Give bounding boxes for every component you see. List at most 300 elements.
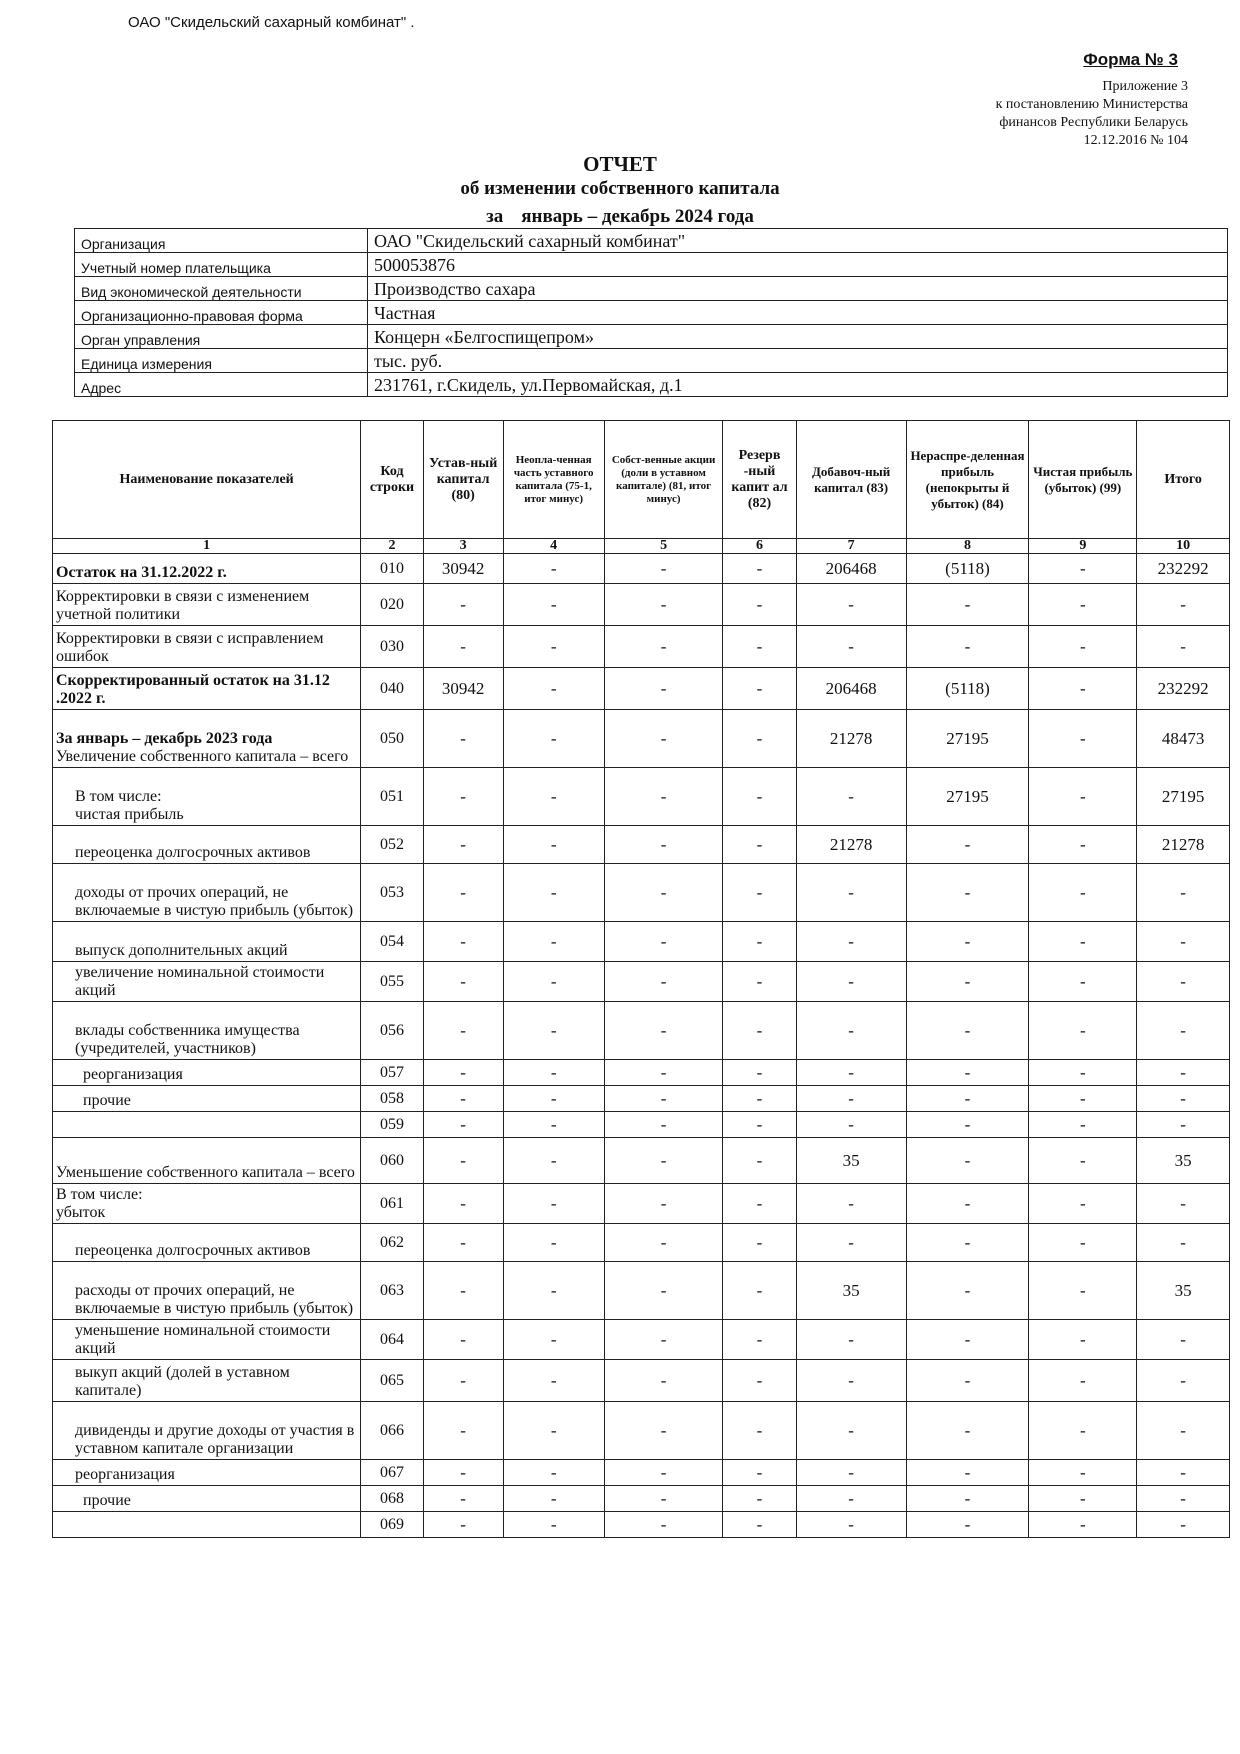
- cell-value: -: [423, 1002, 503, 1060]
- row-label: Увеличение собственного капитала – всего: [56, 748, 349, 765]
- capital-changes-table: [52, 420, 1230, 1538]
- cell-value: -: [796, 584, 906, 626]
- cell-value: -: [604, 1512, 723, 1538]
- header-row: [53, 421, 1230, 539]
- cell-value: 206468: [796, 668, 906, 710]
- period-value: январь – декабрь 2024 года: [521, 206, 754, 227]
- cell-value: -: [423, 864, 503, 922]
- col-header-charter: Устав-ный капитал (80): [423, 421, 503, 539]
- info-row: [75, 301, 1228, 325]
- row-code: 059: [361, 1112, 424, 1138]
- cell-value: -: [796, 1184, 906, 1224]
- table-row: [53, 1138, 1230, 1184]
- cell-value: -: [423, 1224, 503, 1262]
- cell-value: -: [604, 710, 723, 768]
- cell-value: -: [723, 1262, 796, 1320]
- cell-value: -: [604, 554, 723, 584]
- cell-value: -: [723, 1002, 796, 1060]
- row-code: 053: [361, 864, 424, 922]
- table-row: [53, 1112, 1230, 1138]
- table-row: [53, 1060, 1230, 1086]
- table-row: [53, 1224, 1230, 1262]
- cell-value: 232292: [1137, 668, 1230, 710]
- cell-value: -: [1137, 1112, 1230, 1138]
- table-row: [53, 922, 1230, 962]
- cell-value: -: [1029, 554, 1137, 584]
- cell-value: -: [1029, 1360, 1137, 1402]
- row-name: [53, 584, 361, 626]
- cell-value: -: [906, 1060, 1029, 1086]
- cell-value: -: [723, 1320, 796, 1360]
- cell-value: 30942: [423, 554, 503, 584]
- appendix-line: к постановлению Министерства: [995, 97, 1188, 112]
- cell-value: -: [723, 1486, 796, 1512]
- cell-value: -: [423, 922, 503, 962]
- cell-value: -: [1029, 1138, 1137, 1184]
- row-code: 067: [361, 1460, 424, 1486]
- cell-value: -: [423, 1460, 503, 1486]
- cell-value: -: [1029, 584, 1137, 626]
- cell-value: -: [796, 626, 906, 668]
- cell-value: -: [1137, 1460, 1230, 1486]
- cell-value: -: [1029, 668, 1137, 710]
- row-name: [53, 768, 361, 826]
- cell-value: -: [723, 1512, 796, 1538]
- table-row: [53, 1460, 1230, 1486]
- period-heading: За январь – декабрь 2023 года: [56, 730, 273, 747]
- cell-value: -: [723, 1112, 796, 1138]
- cell-value: -: [796, 1086, 906, 1112]
- info-label: Единица измерения: [75, 349, 368, 373]
- cell-value: -: [796, 1486, 906, 1512]
- cell-value: -: [723, 864, 796, 922]
- row-label: вклады собственника имущества (учредителей, участников): [75, 1022, 300, 1057]
- cell-value: -: [1029, 826, 1137, 864]
- cell-value: 232292: [1137, 554, 1230, 584]
- cell-value: -: [723, 668, 796, 710]
- info-value: 231761, г.Скидель, ул.Первомайская, д.1: [368, 373, 1228, 397]
- row-code: 057: [361, 1060, 424, 1086]
- cell-value: -: [906, 962, 1029, 1002]
- appendix-line: Приложение 3: [1102, 79, 1188, 94]
- cell-value: -: [723, 584, 796, 626]
- cell-value: -: [503, 1060, 604, 1086]
- cell-value: -: [423, 1086, 503, 1112]
- info-row: [75, 253, 1228, 277]
- cell-value: -: [723, 1184, 796, 1224]
- cell-value: -: [503, 1086, 604, 1112]
- cell-value: -: [503, 1184, 604, 1224]
- cell-value: -: [1137, 1360, 1230, 1402]
- row-label: расходы от прочих операций, не включаемые в чистую прибыль (убыток): [75, 1282, 354, 1317]
- cell-value: -: [723, 1360, 796, 1402]
- cell-value: -: [1137, 1184, 1230, 1224]
- cell-value: -: [796, 768, 906, 826]
- cell-value: 27195: [906, 710, 1029, 768]
- cell-value: -: [423, 626, 503, 668]
- row-label: прочие: [83, 1092, 131, 1109]
- cell-value: -: [1029, 922, 1137, 962]
- col-number: 8: [906, 539, 1029, 554]
- appendix-note: [996, 78, 1188, 150]
- row-label: реорганизация: [83, 1066, 183, 1083]
- cell-value: -: [796, 1320, 906, 1360]
- table-row: [53, 1184, 1230, 1224]
- cell-value: -: [1029, 1184, 1137, 1224]
- cell-value: -: [1137, 1060, 1230, 1086]
- cell-value: -: [796, 1224, 906, 1262]
- row-label: прочие: [83, 1492, 131, 1509]
- cell-value: -: [503, 1112, 604, 1138]
- row-code: 060: [361, 1138, 424, 1184]
- info-value: Производство сахара: [368, 277, 1228, 301]
- row-label: доходы от прочих операций, не включаемые в чистую прибыль (убыток): [75, 884, 354, 919]
- col-header-total: Итого: [1137, 421, 1230, 539]
- cell-value: -: [796, 1112, 906, 1138]
- row-code: 040: [361, 668, 424, 710]
- row-name: [53, 1112, 361, 1138]
- cell-value: -: [723, 922, 796, 962]
- cell-value: -: [503, 668, 604, 710]
- cell-value: -: [423, 1184, 503, 1224]
- row-code: 064: [361, 1320, 424, 1360]
- cell-value: -: [723, 1460, 796, 1486]
- table-row: [53, 826, 1230, 864]
- cell-value: -: [503, 1224, 604, 1262]
- cell-value: 35: [1137, 1138, 1230, 1184]
- col-number: 6: [723, 539, 796, 554]
- row-code: 020: [361, 584, 424, 626]
- cell-value: -: [906, 1486, 1029, 1512]
- row-subheading: В том числе:: [56, 1186, 143, 1203]
- table-row: [53, 962, 1230, 1002]
- row-name: [53, 1360, 361, 1402]
- cell-value: -: [503, 584, 604, 626]
- cell-value: 48473: [1137, 710, 1230, 768]
- cell-value: 27195: [906, 768, 1029, 826]
- cell-value: -: [796, 1002, 906, 1060]
- table-row: [53, 1002, 1230, 1060]
- cell-value: -: [423, 1320, 503, 1360]
- table-row: [53, 668, 1230, 710]
- cell-value: -: [604, 826, 723, 864]
- cell-value: -: [604, 626, 723, 668]
- cell-value: -: [604, 1138, 723, 1184]
- cell-value: -: [796, 1360, 906, 1402]
- cell-value: -: [423, 962, 503, 1002]
- cell-value: -: [906, 1320, 1029, 1360]
- cell-value: -: [906, 1002, 1029, 1060]
- cell-value: (5118): [906, 554, 1029, 584]
- cell-value: 30942: [423, 668, 503, 710]
- cell-value: -: [906, 1402, 1029, 1460]
- table-row: [53, 1486, 1230, 1512]
- cell-value: 21278: [796, 826, 906, 864]
- table-row: [53, 1402, 1230, 1460]
- cell-value: -: [1029, 710, 1137, 768]
- cell-value: -: [604, 1224, 723, 1262]
- cell-value: -: [423, 1112, 503, 1138]
- cell-value: -: [723, 626, 796, 668]
- row-label: Корректировки в связи с исправлением ошибок: [56, 630, 324, 665]
- cell-value: -: [906, 1138, 1029, 1184]
- organization-info-table: [74, 228, 1228, 397]
- col-number: 10: [1137, 539, 1230, 554]
- info-value: Частная: [368, 301, 1228, 325]
- cell-value: -: [604, 1060, 723, 1086]
- cell-value: -: [723, 1402, 796, 1460]
- row-label: убыток: [56, 1204, 106, 1221]
- row-name: [53, 1060, 361, 1086]
- cell-value: -: [1029, 1224, 1137, 1262]
- info-row: [75, 229, 1228, 253]
- cell-value: 35: [796, 1262, 906, 1320]
- cell-value: -: [503, 922, 604, 962]
- row-name: [53, 1262, 361, 1320]
- cell-value: 206468: [796, 554, 906, 584]
- cell-value: -: [723, 1224, 796, 1262]
- row-name: [53, 922, 361, 962]
- cell-value: -: [796, 1402, 906, 1460]
- row-code: 061: [361, 1184, 424, 1224]
- cell-value: -: [423, 1360, 503, 1402]
- cell-value: -: [1029, 1262, 1137, 1320]
- cell-value: -: [503, 710, 604, 768]
- col-number: 3: [423, 539, 503, 554]
- col-header-own-shares: Собст-венные акции (доли в уставном капитале) (81, итог минус): [604, 421, 723, 539]
- info-label: Организация: [75, 229, 368, 253]
- cell-value: -: [1137, 1402, 1230, 1460]
- cell-value: 21278: [1137, 826, 1230, 864]
- table-row: [53, 1086, 1230, 1112]
- cell-value: -: [604, 1262, 723, 1320]
- report-title: ОТЧЕТ: [583, 152, 657, 176]
- cell-value: -: [1029, 1512, 1137, 1538]
- info-row: [75, 325, 1228, 349]
- row-name: [53, 1138, 361, 1184]
- cell-value: -: [503, 554, 604, 584]
- cell-value: -: [906, 1460, 1029, 1486]
- company-header: ОАО "Скидельский сахарный комбинат" .: [128, 14, 415, 31]
- cell-value: -: [1029, 1486, 1137, 1512]
- row-name: [53, 710, 361, 768]
- cell-value: -: [906, 626, 1029, 668]
- row-name: [53, 962, 361, 1002]
- col-header-code: Код строки: [361, 421, 424, 539]
- row-label: уменьшение номинальной стоимости акций: [75, 1322, 331, 1357]
- cell-value: -: [423, 1262, 503, 1320]
- cell-value: -: [723, 1060, 796, 1086]
- cell-value: -: [1137, 1224, 1230, 1262]
- table-row: [53, 1320, 1230, 1360]
- cell-value: (5118): [906, 668, 1029, 710]
- cell-value: -: [906, 1262, 1029, 1320]
- row-code: 063: [361, 1262, 424, 1320]
- cell-value: -: [1029, 626, 1137, 668]
- row-code: 055: [361, 962, 424, 1002]
- row-label: переоценка долгосрочных активов: [75, 844, 311, 861]
- cell-value: -: [1137, 1320, 1230, 1360]
- cell-value: -: [906, 922, 1029, 962]
- cell-value: -: [906, 1224, 1029, 1262]
- cell-value: -: [723, 1086, 796, 1112]
- row-label: Скорректированный остаток на 31.12 .2022 г.: [56, 672, 330, 707]
- row-code: 062: [361, 1224, 424, 1262]
- cell-value: -: [1137, 584, 1230, 626]
- col-number: 9: [1029, 539, 1137, 554]
- row-code: 010: [361, 554, 424, 584]
- cell-value: -: [1029, 864, 1137, 922]
- col-number: 4: [503, 539, 604, 554]
- col-header-reserve: Резерв -ный капит ал (82): [723, 421, 796, 539]
- cell-value: -: [796, 864, 906, 922]
- cell-value: -: [503, 1460, 604, 1486]
- cell-value: -: [1137, 1002, 1230, 1060]
- row-code: 066: [361, 1402, 424, 1460]
- col-number: 1: [53, 539, 361, 554]
- col-number: 7: [796, 539, 906, 554]
- cell-value: -: [423, 1512, 503, 1538]
- cell-value: -: [503, 626, 604, 668]
- cell-value: -: [423, 768, 503, 826]
- cell-value: -: [604, 1112, 723, 1138]
- table-row: [53, 626, 1230, 668]
- row-label: Корректировки в связи с изменением учетной политики: [56, 588, 310, 623]
- cell-value: -: [1029, 1086, 1137, 1112]
- row-code: 056: [361, 1002, 424, 1060]
- row-name: [53, 826, 361, 864]
- row-name: [53, 626, 361, 668]
- cell-value: -: [906, 1360, 1029, 1402]
- table-row: [53, 1262, 1230, 1320]
- column-numbers-row: [53, 539, 1230, 554]
- row-code: 069: [361, 1512, 424, 1538]
- cell-value: -: [796, 962, 906, 1002]
- cell-value: -: [1137, 962, 1230, 1002]
- cell-value: -: [604, 1360, 723, 1402]
- cell-value: -: [423, 1402, 503, 1460]
- row-code: 051: [361, 768, 424, 826]
- cell-value: -: [503, 1138, 604, 1184]
- cell-value: -: [503, 1002, 604, 1060]
- row-name: [53, 1224, 361, 1262]
- cell-value: -: [423, 710, 503, 768]
- cell-value: -: [503, 826, 604, 864]
- row-code: 058: [361, 1086, 424, 1112]
- cell-value: -: [906, 584, 1029, 626]
- cell-value: -: [723, 826, 796, 864]
- cell-value: -: [503, 1320, 604, 1360]
- cell-value: -: [503, 768, 604, 826]
- cell-value: -: [503, 1486, 604, 1512]
- row-name: [53, 554, 361, 584]
- row-label: Остаток на 31.12.2022 г.: [56, 564, 227, 581]
- cell-value: -: [604, 668, 723, 710]
- cell-value: -: [796, 1060, 906, 1086]
- row-label: увеличение номинальной стоимости акций: [75, 964, 325, 999]
- cell-value: -: [1029, 1402, 1137, 1460]
- cell-value: -: [906, 1112, 1029, 1138]
- cell-value: -: [423, 1486, 503, 1512]
- cell-value: -: [604, 864, 723, 922]
- cell-value: -: [1029, 962, 1137, 1002]
- cell-value: -: [906, 1512, 1029, 1538]
- info-label: Учетный номер плательщика: [75, 253, 368, 277]
- row-name: [53, 1184, 361, 1224]
- row-label: дивиденды и другие доходы от участия в уставном капитале организации: [75, 1422, 355, 1457]
- cell-value: -: [604, 1320, 723, 1360]
- cell-value: -: [1029, 1060, 1137, 1086]
- row-label: чистая прибыль: [75, 806, 184, 823]
- info-label: Орган управления: [75, 325, 368, 349]
- col-header-additional: Добавоч-ный капитал (83): [796, 421, 906, 539]
- appendix-line: 12.12.2016 № 104: [1083, 133, 1188, 148]
- cell-value: -: [503, 1512, 604, 1538]
- row-label: выкуп акций (долей в уставном капитале): [75, 1364, 290, 1399]
- row-name: [53, 1320, 361, 1360]
- col-header-unpaid: Неопла-ченная часть уставного капитала (75-1, итог минус): [503, 421, 604, 539]
- cell-value: -: [906, 826, 1029, 864]
- cell-value: -: [906, 864, 1029, 922]
- cell-value: -: [423, 826, 503, 864]
- cell-value: -: [503, 1262, 604, 1320]
- table-row: [53, 768, 1230, 826]
- cell-value: 21278: [796, 710, 906, 768]
- cell-value: -: [1137, 626, 1230, 668]
- info-value: ОАО "Скидельский сахарный комбинат": [368, 229, 1228, 253]
- cell-value: -: [423, 1060, 503, 1086]
- cell-value: 35: [796, 1138, 906, 1184]
- cell-value: -: [1029, 1460, 1137, 1486]
- cell-value: -: [604, 1486, 723, 1512]
- row-code: 054: [361, 922, 424, 962]
- row-label: переоценка долгосрочных активов: [75, 1242, 311, 1259]
- report-subtitle: об изменении собственного капитала: [460, 178, 780, 199]
- row-code: 050: [361, 710, 424, 768]
- cell-value: -: [1029, 1112, 1137, 1138]
- table-row: [53, 1360, 1230, 1402]
- cell-value: -: [1137, 864, 1230, 922]
- cell-value: -: [1137, 1512, 1230, 1538]
- row-name: [53, 1486, 361, 1512]
- row-name: [53, 1086, 361, 1112]
- cell-value: -: [1029, 1002, 1137, 1060]
- info-label: Организационно-правовая форма: [75, 301, 368, 325]
- cell-value: -: [796, 1460, 906, 1486]
- cell-value: -: [1029, 1320, 1137, 1360]
- row-name: [53, 1512, 361, 1538]
- cell-value: -: [723, 710, 796, 768]
- row-subheading: В том числе:: [75, 788, 162, 805]
- row-label: выпуск дополнительных акций: [75, 942, 288, 959]
- row-code: 052: [361, 826, 424, 864]
- cell-value: -: [604, 962, 723, 1002]
- row-code: 068: [361, 1486, 424, 1512]
- cell-value: -: [604, 1402, 723, 1460]
- cell-value: -: [796, 922, 906, 962]
- cell-value: -: [723, 554, 796, 584]
- row-name: [53, 668, 361, 710]
- cell-value: -: [723, 1138, 796, 1184]
- info-value: Концерн «Белгоспищепром»: [368, 325, 1228, 349]
- col-number: 2: [361, 539, 424, 554]
- cell-value: -: [1137, 1086, 1230, 1112]
- row-code: 065: [361, 1360, 424, 1402]
- info-row: [75, 277, 1228, 301]
- cell-value: -: [1029, 768, 1137, 826]
- cell-value: 27195: [1137, 768, 1230, 826]
- cell-value: -: [503, 962, 604, 1002]
